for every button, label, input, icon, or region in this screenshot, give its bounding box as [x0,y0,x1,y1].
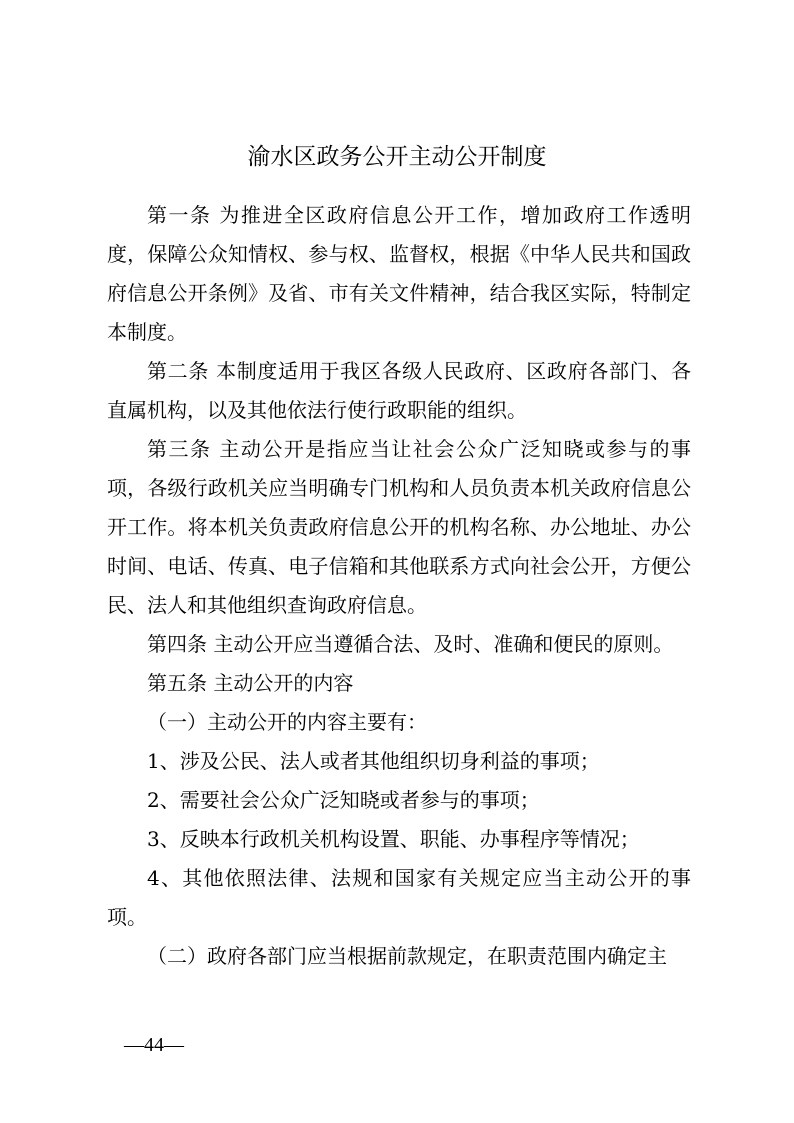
section-2-paragraph: （二）政府各部门应当根据前款规定，在职责范围内确定主 [147,944,667,968]
article-2-paragraph: 第二条 本制度适用于我区各级人民政府、区政府各部门、各直属机构，以及其他依法行使行政职能的组织。 [107,359,691,422]
article-1-paragraph: 第一条 为推进全区政府信息公开工作，增加政府工作透明度，保障公众知情权、参与权、监督权，根据《中华人民共和国政府信息公开条例》及省、市有关文件精神，结合我区实际，特制定本制度。 [107,203,691,344]
article-5-heading: 第五条 主动公开的内容 [147,671,354,695]
article-4-paragraph: 第四条 主动公开应当遵循合法、及时、准确和便民的原则。 [147,632,674,656]
article-3-paragraph: 第三条 主动公开是指应当让社会公众广泛知晓或参与的事项，各级行政机关应当明确专门机构和人员负责本机关政府信息公开工作。将本机关负责政府信息公开的机构名称、办公地址、办公时间、电话、传真、电子信箱和其他联系方式向社会公开，方便公民、法人和其他组织查询政府信息。 [107,437,691,617]
list-item-2: 2、需要社会公众广泛知晓或者参与的事项； [147,788,540,812]
page-number: —44— [124,1034,184,1056]
section-1-heading: （一）主动公开的内容主要有： [147,710,427,734]
list-item-4: 4、其他依照法律、法规和国家有关规定应当主动公开的事项。 [107,866,691,929]
document-body [107,196,691,976]
document-title: 渝水区政务公开主动公开制度 [247,144,547,170]
list-item-1: 1、涉及公民、法人或者其他组织切身利益的事项； [147,749,600,773]
list-item-3: 3、反映本行政机关机构设置、职能、办事程序等情况； [147,827,640,851]
